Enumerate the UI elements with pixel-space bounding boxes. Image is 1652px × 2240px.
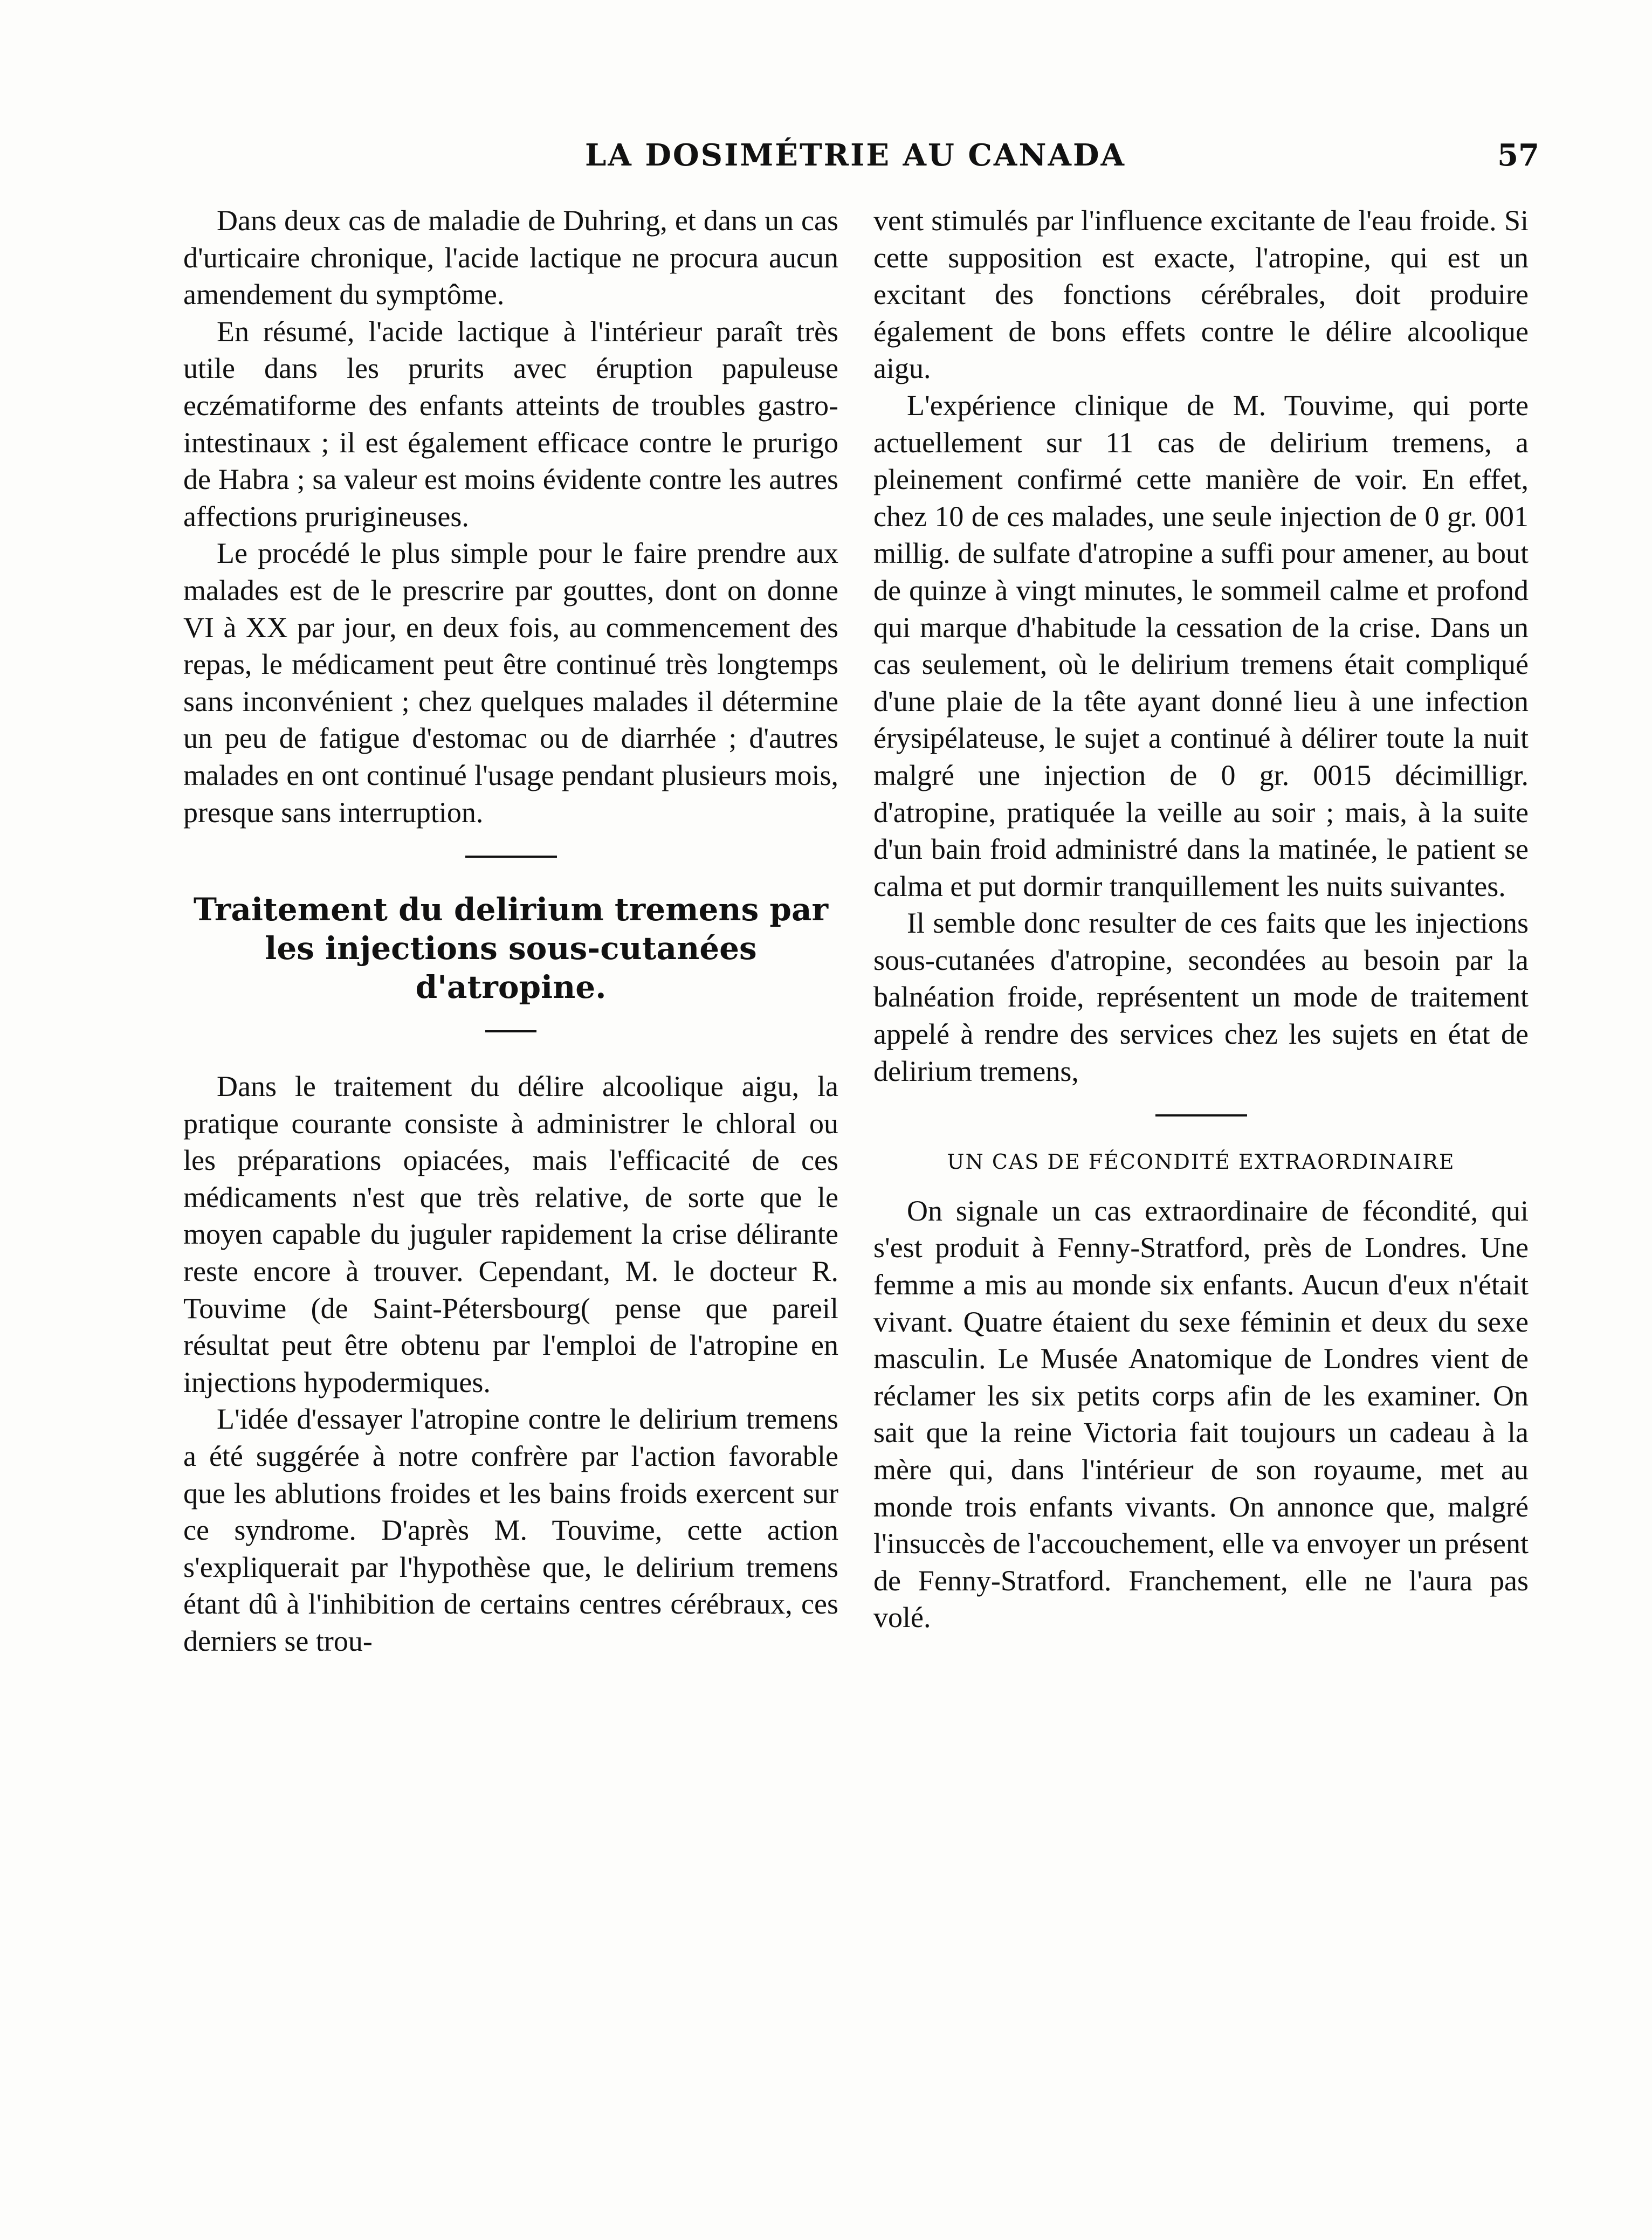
heading-divider: [485, 1030, 536, 1032]
paragraph: L'expérience clinique de M. Touvime, qui porte actuellement sur 11 cas de delirium tremens, a pleinement confirmé cette manière de voir. En effet, chez 10 de ces malades, une seule injection de 0 gr. 001 millig. de sulfate d'atropine a suffi pour amener, au bout de quinze à vingt minutes, le sommeil calme et profond qui marque d'habitude la cessation de la crise. Dans un cas seulement, où le delirium tremens était compliqué d'une plaie de la tête ayant donné lieu à une infection érysipélateuse, le sujet a continué à délirer toute la nuit malgré une injection de 0 gr. 0015 décimilligr. d'atropine, pratiquée la veille au soir ; mais, à la suite d'un bain froid administré dans la matinée, le patient se calma et put dormir tranquillement les nuits suivantes.: [873, 389, 1529, 902]
section-heading: Traitement du delirium tremens par les injections sous-cutanées d'atropine.: [193, 891, 829, 1006]
section-divider: [1155, 1114, 1247, 1116]
paragraph: Dans deux cas de maladie de Duhring, et dans un cas d'urticaire chronique, l'acide lactique ne procura aucun amendement du symptôme.: [183, 204, 838, 311]
page-number: 57: [1497, 137, 1539, 173]
left-column: [183, 202, 838, 1660]
paragraph: L'idée d'essayer l'atropine contre le delirium tremens a été suggérée à notre confrère par l'action favorable que les ablutions froides et les bains froids exercent sur ce syndrome. D'après M. Touvime, cette action s'expliquerait par l'hypothèse que, le delirium tremens étant dû à l'inhibition de certains centres cérébraux, ces derniers se trou-: [183, 1403, 838, 1657]
paragraph: Il semble donc resulter de ces faits que les injections sous-cutanées d'atropine, secondées au besoin par la balnéation froide, représentent un mode de traitement appelé à rendre des services chez les sujets en état de delirium tremens,: [873, 907, 1529, 1087]
section-divider: [465, 856, 557, 858]
subsection-heading: UN CAS DE FÉCONDITÉ EXTRAORDINAIRE: [947, 1150, 1455, 1174]
paragraph: On signale un cas extraordinaire de fécondité, qui s'est produit à Fenny-Stratford, près de Londres. Une femme a mis au monde six enfants. Aucun d'eux n'était vivant. Quatre étaient du sexe féminin et deux du sexe masculin. Le Musée Anatomique de Londres vient de réclamer les six petits corps afin de les examiner. On sait que la reine Victoria fait toujours un cadeau à la mère qui, dans l'intérieur de son royaume, met au monde trois enfants vivants. On annonce que, malgré l'insuccès de l'accouchement, elle va envoyer un présent de Fenny-Stratford. Franchement, elle ne l'aura pas volé.: [873, 1194, 1529, 1634]
running-title: LA DOSIMÉTRIE AU CANADA: [585, 137, 1126, 173]
paragraph: Le procédé le plus simple pour le faire prendre aux malades est de le prescrire par gouttes, dont on donne VI à XX par jour, en deux fois, au commencement des repas, le médicament peut être continué très longtemps sans inconvénient ; chez quelques malades il détermine un peu de fatigue d'estomac ou de diarrhée ; d'autres malades en ont continué l'usage pendant plusieurs mois, presque sans interruption.: [183, 537, 838, 829]
right-column: [873, 202, 1529, 1636]
paragraph: vent stimulés par l'influence excitante de l'eau froide. Si cette supposition est exacte, l'atropine, qui est un excitant des fonctions cérébrales, doit produire également de bons effets contre le délire alcoolique aigu.: [873, 204, 1529, 385]
paragraph: En résumé, l'acide lactique à l'intérieur paraît très utile dans les prurits avec éruption papuleuse eczématiforme des enfants atteints de troubles gastro-intestinaux ; il est également efficace contre le prurigo de Habra ; sa valeur est moins évidente contre les autres affections prurigineuses.: [183, 315, 838, 533]
paragraph: Dans le traitement du délire alcoolique aigu, la pratique courante consiste à administrer le chloral ou les préparations opiacées, mais l'efficacité de ces médicaments n'est que très relative, de sorte que le moyen capable du juguler rapidement la crise délirante reste encore à trouver. Cependant, M. le docteur R. Touvime (de Saint-Pétersbourg( pense que pareil résultat peut être obtenu par l'emploi de l'atropine en injections hypodermiques.: [183, 1070, 838, 1398]
running-head: [585, 137, 1539, 186]
